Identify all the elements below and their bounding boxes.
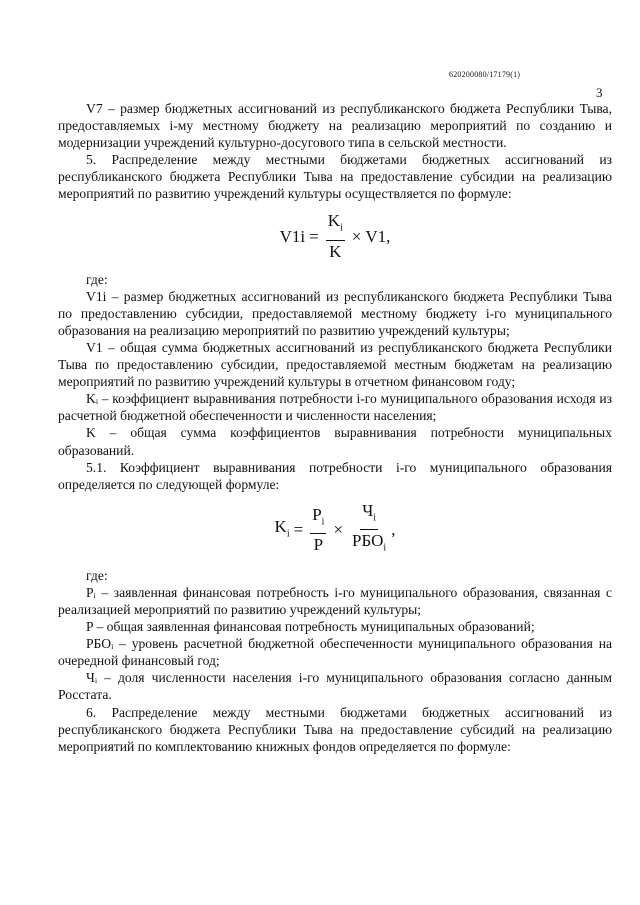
n2-subscript: i bbox=[373, 512, 377, 524]
paragraph-v7: V7 – размер бюджетных ассигнований из республиканского бюджета Республики Тыва, предоставляемых i-му местному бюджету на реализацию мероприятий по созданию и модернизации учреждений культурно-досугового типа в сельской местности. bbox=[58, 101, 612, 151]
n2-symbol: Ч bbox=[362, 500, 374, 520]
definition-ki: Kᵢ – коэффициент выравнивания потребности i-го муниципального образования исходя из расчетной бюджетной обеспеченности и численности населения; bbox=[58, 391, 612, 424]
fraction-denominator: K bbox=[329, 241, 342, 261]
definition-v1: V1 – общая сумма бюджетных ассигнований из республиканского бюджета Республики Тыва по предоставлению субсидии, предоставляемой местным бюджетам на реализацию мероприятий по развитию учреждений культуры в отчетном финансовом году; bbox=[58, 339, 612, 390]
fraction1-denominator: P bbox=[313, 534, 324, 554]
formula-times: × bbox=[351, 227, 362, 247]
formula-end: , bbox=[386, 227, 391, 247]
paragraph-5: 5. Распределение между местными бюджетами бюджетных ассигнований из республиканского бюджета Республики Тыва на предоставление субсидии на реализацию мероприятий по развитию учреждений культуры осуществляется по формуле: bbox=[58, 152, 612, 202]
formula-lhs: V1i bbox=[279, 227, 306, 247]
numerator-symbol: K bbox=[327, 211, 340, 231]
definition-v1i: V1i – размер бюджетных ассигнований из республиканского бюджета Республики Тыва по предоставлению субсидии, предоставляемой местному бюджету i-го муниципального образования на реализацию мероприятий по развитию учреждений культуры; bbox=[58, 288, 612, 338]
definition-k: K – общая сумма коэффициентов выравнивания потребности муниципальных образований. bbox=[58, 425, 612, 458]
d2-subscript: i bbox=[383, 542, 387, 554]
n1-symbol: P bbox=[312, 504, 322, 524]
formula-rhs: V1 bbox=[365, 227, 387, 247]
document-code: 620200080/17179(1) bbox=[449, 70, 521, 79]
page-number: 3 bbox=[596, 85, 603, 100]
paragraph-6: 6. Распределение между местными бюджетами бюджетных ассигнований из республиканского бюджета Республики Тыва на предоставление субсидий на реализацию мероприятий по комплектованию книжных фондов определяется по формуле: bbox=[58, 704, 612, 754]
where-label-1: где: bbox=[86, 271, 108, 287]
formula2-lhs bbox=[275, 518, 290, 542]
definition-rboi: РБОᵢ – уровень расчетной бюджетной обеспеченности муниципального образования на очередной финансовый год; bbox=[58, 636, 612, 669]
formula2-equals: = bbox=[293, 520, 304, 540]
formula-v1i bbox=[58, 203, 612, 271]
fraction-numerator bbox=[326, 211, 345, 240]
lhs-subscript: i bbox=[286, 527, 290, 539]
formula2-end: , bbox=[391, 520, 396, 540]
fraction2-numerator bbox=[360, 501, 378, 530]
lhs-symbol: K bbox=[274, 516, 287, 536]
fraction2-denominator bbox=[350, 530, 388, 558]
d2-symbol: РБО bbox=[352, 531, 384, 551]
definition-pi: Pᵢ – заявленная финансовая потребность i-го муниципального образования, связанная с реализацией мероприятий по развитию учреждений культуры; bbox=[58, 584, 612, 617]
document-body bbox=[58, 100, 612, 755]
formula-ki bbox=[58, 493, 612, 567]
formula2-fraction-2 bbox=[350, 501, 388, 559]
definition-p: P – общая заявленная финансовая потребность муниципальных образований; bbox=[86, 619, 535, 635]
fraction1-numerator bbox=[310, 505, 326, 534]
formula2-times: × bbox=[333, 520, 344, 540]
definition-chi: Чᵢ – доля численности населения i-го муниципального образования согласно данным Росстата. bbox=[58, 670, 612, 703]
formula-fraction bbox=[326, 211, 345, 261]
formula2-fraction-1 bbox=[310, 505, 326, 555]
where-label-2: где: bbox=[86, 567, 108, 583]
numerator-subscript: i bbox=[339, 222, 343, 234]
formula-equals: = bbox=[309, 227, 319, 247]
n1-subscript: i bbox=[321, 515, 325, 527]
paragraph-5-1: 5.1. Коэффициент выравнивания потребности i-го муниципального образования определяется по следующей формуле: bbox=[58, 459, 612, 492]
